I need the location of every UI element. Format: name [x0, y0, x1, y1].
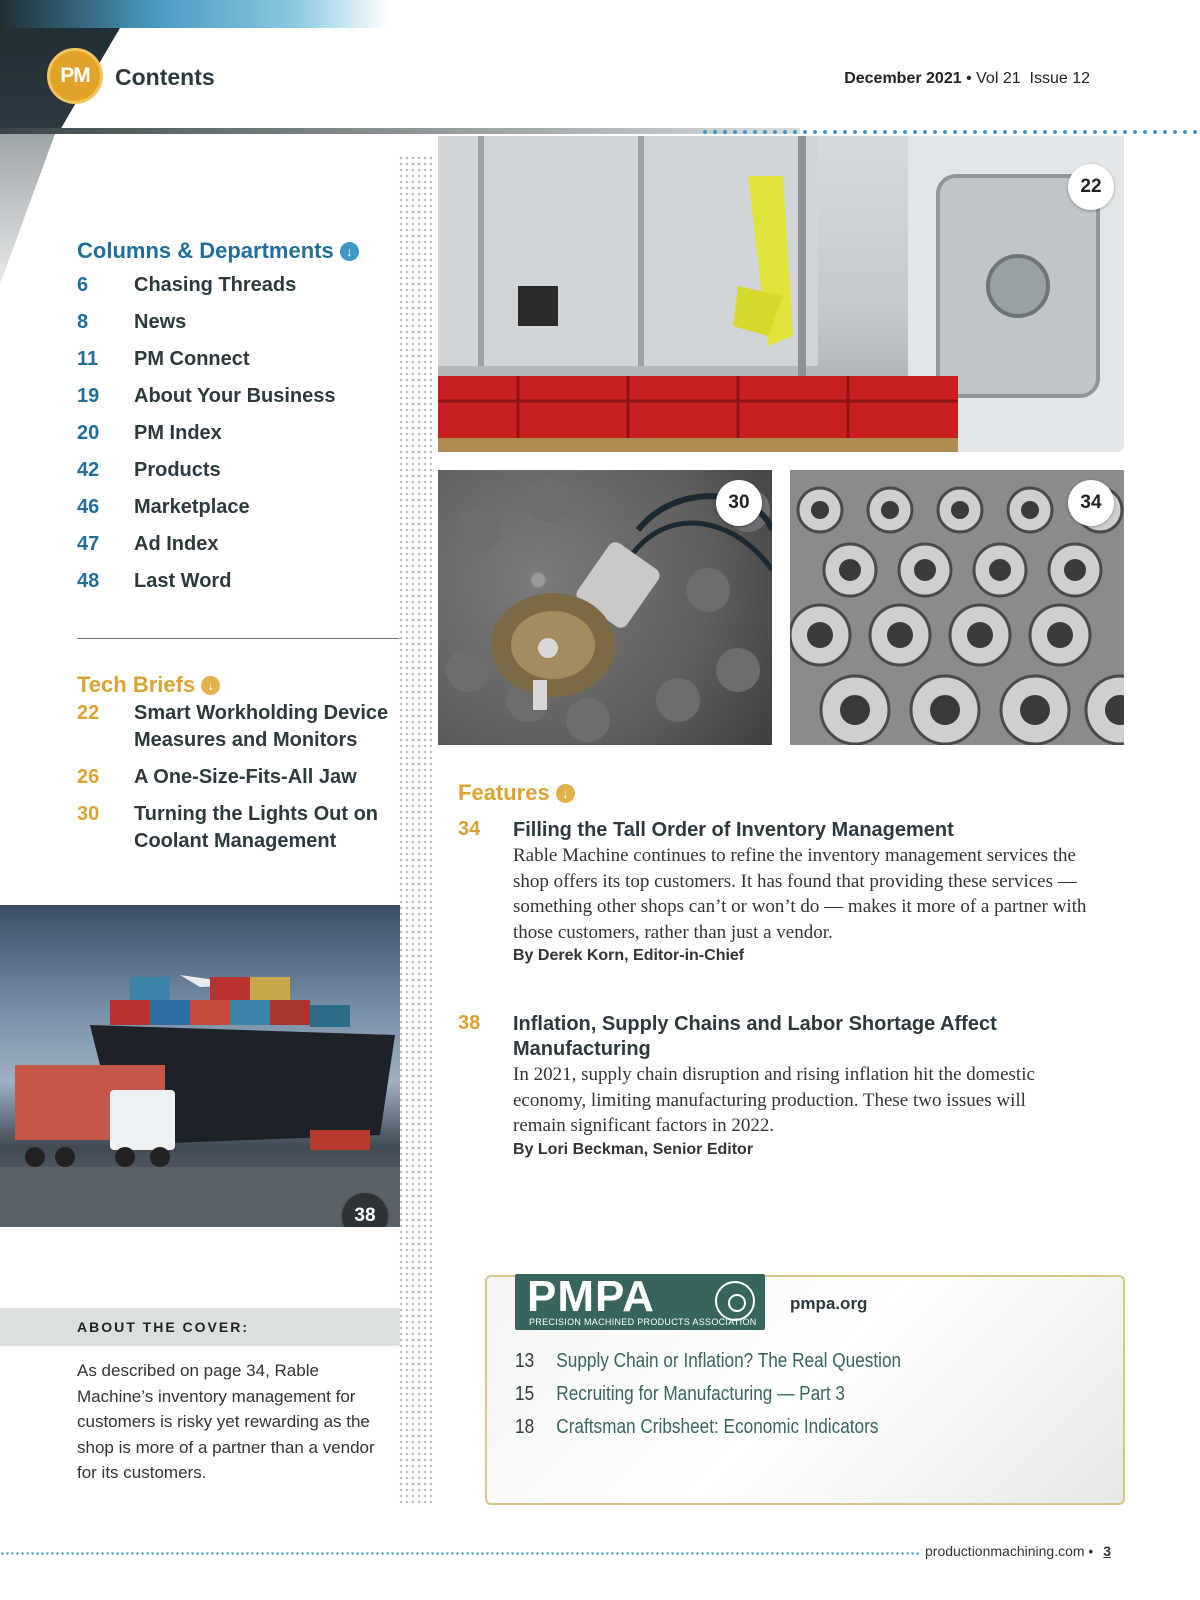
toc-page-number: 20 [77, 422, 100, 444]
pmpa-logo-subtext: PRECISION MACHINED PRODUCTS ASSOCIATION [529, 1317, 757, 1327]
toc-page-number: 19 [77, 385, 100, 407]
tech-briefs-list [77, 700, 397, 865]
feature-description: In 2021, supply chain disruption and rising inflation hit the domestic economy, limiting manufacturing production. These two issues will remain significant factors in 2022. [513, 1064, 1035, 1136]
issue-date: December 2021 [844, 70, 962, 87]
issue-volume: Vol 21 [976, 70, 1021, 87]
toc-item[interactable] [77, 348, 336, 385]
pmpa-item-title: Supply Chain or Inflation? The Real Question [556, 1350, 902, 1372]
shipping-logistics-illustration [0, 905, 400, 1227]
columns-heading [77, 238, 359, 264]
toc-title: A One-Size-Fits-All Jaw [134, 766, 357, 788]
pmpa-item[interactable] [515, 1416, 901, 1449]
pmpa-page-number: 13 [515, 1350, 535, 1372]
pmpa-list [515, 1350, 964, 1449]
page-badge-38: 38 [342, 1193, 388, 1227]
toc-item[interactable] [77, 459, 336, 496]
section-divider [77, 638, 399, 639]
robot-cell-illustration [438, 136, 1124, 452]
footer-separator: • [1088, 1543, 1094, 1559]
side-wedge [0, 134, 55, 284]
toc-title: Last Word [134, 570, 232, 592]
page-badge-34: 34 [1068, 480, 1114, 526]
feature-title: Filling the Tall Order of Inventory Management [513, 819, 954, 841]
toc-title: Marketplace [134, 496, 250, 518]
feature-page-number: 34 [458, 818, 481, 840]
vertical-dot-strip [398, 155, 432, 1505]
pmpa-item-title: Recruiting for Manufacturing — Part 3 [556, 1383, 845, 1405]
pmpa-item-title: Craftsman Cribsheet: Economic Indicators [556, 1416, 879, 1438]
features-heading [458, 780, 575, 806]
toc-item[interactable] [77, 274, 336, 311]
toc-item[interactable] [77, 311, 336, 348]
toc-title: News [134, 311, 187, 333]
features-heading-text: Features [458, 780, 550, 805]
sensor-probe-photo[interactable] [438, 470, 772, 745]
feature-title: Inflation, Supply Chains and Labor Shortage Affect Manufacturing [513, 1013, 997, 1060]
toc-item[interactable] [77, 764, 397, 791]
toc-page-number: 42 [77, 459, 100, 481]
pmpa-logo-text: PMPA [527, 1272, 655, 1321]
toc-title: Smart Workholding Device Measures and Monitors [134, 702, 389, 751]
columns-list [77, 274, 336, 607]
pmpa-url[interactable]: pmpa.org [790, 1294, 868, 1313]
pm-logo-badge: PM [47, 48, 103, 104]
feature-article[interactable] [458, 818, 1098, 965]
toc-page-number: 30 [77, 803, 100, 825]
feature-page-number: 38 [458, 1012, 481, 1034]
toc-item[interactable] [77, 385, 336, 422]
cover-description: As described on page 34, Rable Machine’s inventory management for customers is risky yet rewarding as the shop is more of a partner than a vendor for its customers. [77, 1361, 375, 1482]
toc-page-number: 22 [77, 702, 100, 724]
feature-byline: By Derek Korn, Editor-in-Chief [513, 947, 745, 964]
toc-title: Ad Index [134, 533, 219, 555]
toc-item[interactable] [77, 570, 336, 607]
chevron-down-icon: ↓ [340, 242, 359, 261]
page-badge-30: 30 [716, 480, 762, 526]
page-title: Contents [115, 64, 215, 90]
feature-description: Rable Machine continues to refine the inventory management services the shop offers its top customers. It has found that providing these services — something other shops can’t or won’t do — makes it more of a partner with those customers, rather than just a vendor. [513, 845, 1087, 943]
issue-number: Issue 12 [1029, 70, 1090, 87]
pmpa-logo [515, 1274, 765, 1330]
columns-heading-text: Columns & Departments [77, 238, 334, 263]
toc-title: PM Index [134, 422, 222, 444]
toc-item[interactable] [77, 700, 397, 754]
toc-item[interactable] [77, 801, 397, 855]
footer-site[interactable]: productionmachining.com [925, 1543, 1085, 1559]
tech-briefs-heading [77, 672, 220, 698]
issue-info [844, 70, 1090, 88]
toc-page-number: 48 [77, 570, 100, 592]
toc-item[interactable] [77, 496, 336, 533]
footer-dotted-line [0, 1552, 920, 1555]
header-dotted-line [700, 129, 1200, 134]
footer [925, 1543, 1111, 1559]
toc-page-number: 8 [77, 311, 89, 333]
pmpa-page-number: 18 [515, 1416, 535, 1438]
issue-separator: • [966, 70, 972, 87]
shipping-logistics-photo[interactable] [0, 905, 400, 1227]
tech-briefs-heading-text: Tech Briefs [77, 672, 196, 697]
feature-article[interactable] [458, 1012, 1098, 1159]
toc-title: About Your Business [134, 385, 336, 407]
pmpa-item[interactable] [515, 1383, 901, 1416]
target-icon [715, 1281, 755, 1321]
cover-heading: ABOUT THE COVER: [77, 1319, 249, 1335]
robot-cell-photo[interactable] [438, 136, 1124, 452]
toc-title: Turning the Lights Out on Coolant Management [134, 803, 379, 852]
header-color-stripe [0, 0, 390, 28]
pmpa-page-number: 15 [515, 1383, 535, 1405]
toc-page-number: 46 [77, 496, 100, 518]
toc-title: Chasing Threads [134, 274, 297, 296]
toc-page-number: 47 [77, 533, 100, 555]
toc-item[interactable] [77, 533, 336, 570]
page-number: 3 [1103, 1543, 1112, 1559]
machined-parts-photo[interactable] [790, 470, 1124, 745]
toc-page-number: 6 [77, 274, 89, 296]
toc-page-number: 11 [77, 348, 99, 370]
chevron-down-icon: ↓ [201, 676, 220, 695]
toc-item[interactable] [77, 422, 336, 459]
chevron-down-icon: ↓ [556, 784, 575, 803]
toc-title: PM Connect [134, 348, 250, 370]
feature-byline: By Lori Beckman, Senior Editor [513, 1140, 754, 1158]
page-badge-22: 22 [1068, 164, 1114, 210]
toc-page-number: 26 [77, 766, 100, 788]
pmpa-item[interactable] [515, 1350, 901, 1383]
toc-title: Products [134, 459, 221, 481]
header-rule [0, 128, 800, 134]
